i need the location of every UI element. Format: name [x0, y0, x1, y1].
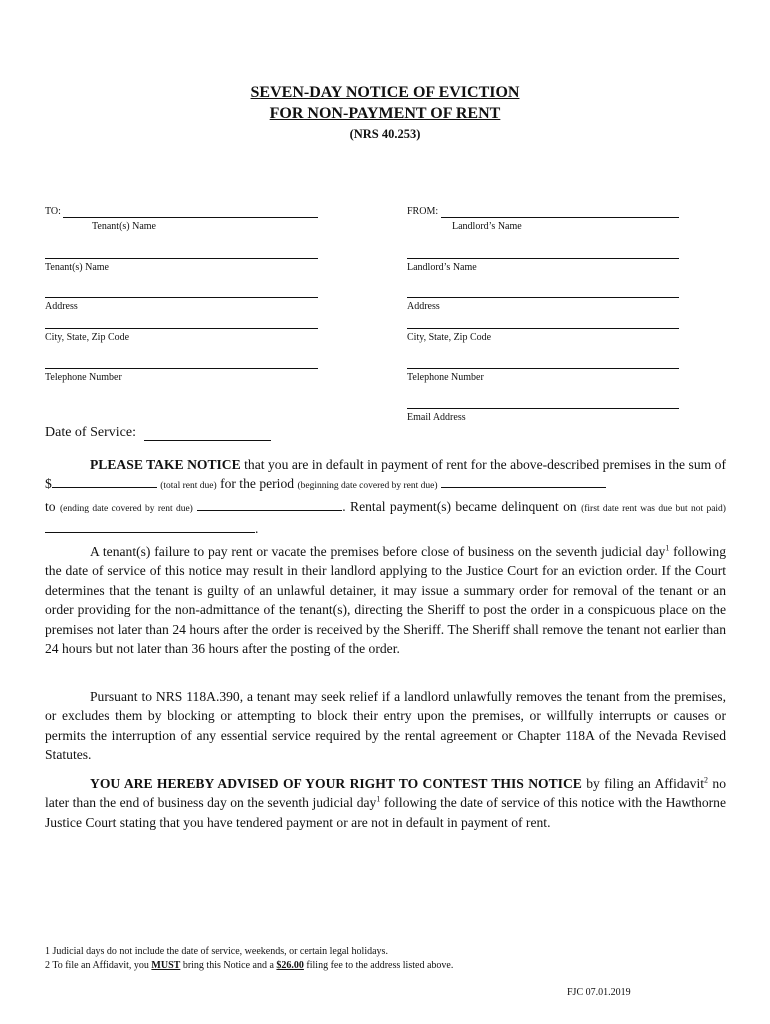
landlord-city-label: City, State, Zip Code [407, 332, 492, 343]
to-word: to [45, 498, 56, 514]
tenant-name-line-2[interactable] [45, 258, 318, 259]
footnote-1: 1 Judicial days do not include the date of service, weekends, or certain legal holidays. [45, 946, 388, 957]
eviction-text: A tenant(s) failure to pay rent or vacate the premises before close of business on the seventh judicial day [90, 544, 666, 559]
tenant-name-label-1: Tenant(s) Name [92, 221, 156, 232]
footnote-ref-2: 2 [704, 775, 709, 785]
date-of-service-line[interactable] [144, 440, 271, 441]
delinquent-date-blank[interactable] [45, 520, 255, 533]
contest-paragraph [45, 774, 726, 832]
landlord-email-label: Email Address [407, 412, 466, 423]
notice-paragraph: PLEASE TAKE NOTICE that you are in default in payment of rent for the above-described premises in the sum of $ (total rent due) for the period (beginning date covered by rent due) to (ending date covered by rent due) . Rental payment(s) became delinquent on (first date rent was due but not paid) . [45, 457, 726, 537]
landlord-name-line-1[interactable] [441, 217, 679, 218]
begin-date-hint: (beginning date covered by rent due) [297, 481, 438, 492]
from-label: FROM: [407, 206, 439, 217]
footnote-ref-1: 1 [665, 543, 670, 553]
footnote-ref-1b: 1 [376, 794, 381, 804]
contest-text-c: following the date of service of this notice with the Hawthorne Justice Court stating that you have tendered payment or are not in default in payment of rent. [45, 795, 726, 830]
footnote-2-must: MUST [151, 960, 181, 971]
tenant-name-label-2: Tenant(s) Name [45, 262, 109, 273]
contest-text-b: no later than the end of business day on the seventh judicial day [45, 776, 726, 811]
notice-text-1: that you are in default in payment of rent for the above-described premises in the sum of $ [45, 457, 726, 492]
end-date-blank[interactable] [197, 498, 342, 511]
landlord-phone-line[interactable] [407, 368, 679, 369]
notice-lead: PLEASE TAKE NOTICE [90, 457, 241, 472]
form-code: FJC 07.01.2019 [567, 987, 631, 998]
landlord-name-label-1: Landlord’s Name [452, 221, 522, 232]
footnote-2-text-a: 2 To file an Affidavit, you [45, 960, 152, 971]
tenant-phone-label: Telephone Number [45, 372, 122, 383]
tenant-name-line-1[interactable] [63, 217, 318, 218]
footnote-2-text-b: bring this Notice and a [180, 960, 277, 971]
end-date-hint: (ending date covered by rent due) [59, 503, 193, 514]
eviction-paragraph [45, 542, 726, 658]
eviction-text-rest: following the date of service of this notice may result in their landlord applying to the Justice Court for an eviction order. If the Court determines that the tenant is guilty of an unlawful detainer, it may issue a summary order for removal of the tenant or an order providing for the non-admittance of the tenant(s), directing the Sheriff to post the order in a conspicuous place on the premises not later than 24 hours after the order is received by the Sheriff. The Sheriff shall remove the tenant not earlier than 24 hours but not later than 36 hours after the posting of the order. [45, 544, 726, 657]
date-of-service-label: Date of Service: [45, 425, 136, 440]
tenant-city-line[interactable] [45, 328, 318, 329]
landlord-city-line[interactable] [407, 328, 679, 329]
contest-text-a: by filing an Affidavit [581, 776, 705, 791]
landlord-email-line[interactable] [407, 408, 679, 409]
notice-text-3: . Rental payment(s) became delinquent on [342, 498, 577, 514]
notice-title-line1: SEVEN-DAY NOTICE OF EVICTION [250, 84, 520, 101]
delinquent-hint: (first date rent was due but not paid) [581, 503, 726, 514]
footnote-2-fee: $26.00 [276, 960, 304, 971]
relief-paragraph: Pursuant to NRS 118A.390, a tenant may seek relief if a landlord unlawfully removes the tenant from the premises, or excludes them by blocking or attempting to block their entry upon the premises, or willfully interrupts or causes or permits the interruption of any essential service required by the rental agreement or Chapter 118A of the Nevada Revised Statutes. [45, 689, 726, 763]
tenant-address-label: Address [45, 301, 78, 312]
landlord-name-label-2: Landlord’s Name [407, 262, 477, 273]
tenant-city-label: City, State, Zip Code [45, 332, 130, 343]
notice-text-2: for the period [220, 476, 295, 492]
tenant-phone-line[interactable] [45, 368, 318, 369]
footnote-2 [45, 960, 453, 971]
contest-lead: YOU ARE HEREBY ADVISED OF YOUR RIGHT TO CONTEST THIS NOTICE [90, 776, 582, 791]
landlord-address-label: Address [407, 301, 440, 312]
rent-amount-blank[interactable] [52, 475, 157, 488]
tenant-address-line[interactable] [45, 297, 318, 298]
begin-date-blank[interactable] [441, 475, 606, 488]
landlord-address-line[interactable] [407, 297, 679, 298]
landlord-phone-label: Telephone Number [407, 372, 484, 383]
statute-reference: (NRS 40.253) [349, 127, 421, 141]
landlord-name-line-2[interactable] [407, 258, 679, 259]
to-label: TO: [45, 206, 61, 217]
footnote-2-text-c: filing fee to the address listed above. [303, 960, 454, 971]
rent-hint: (total rent due) [160, 481, 217, 492]
notice-title-line2: FOR NON-PAYMENT OF RENT [269, 105, 501, 122]
